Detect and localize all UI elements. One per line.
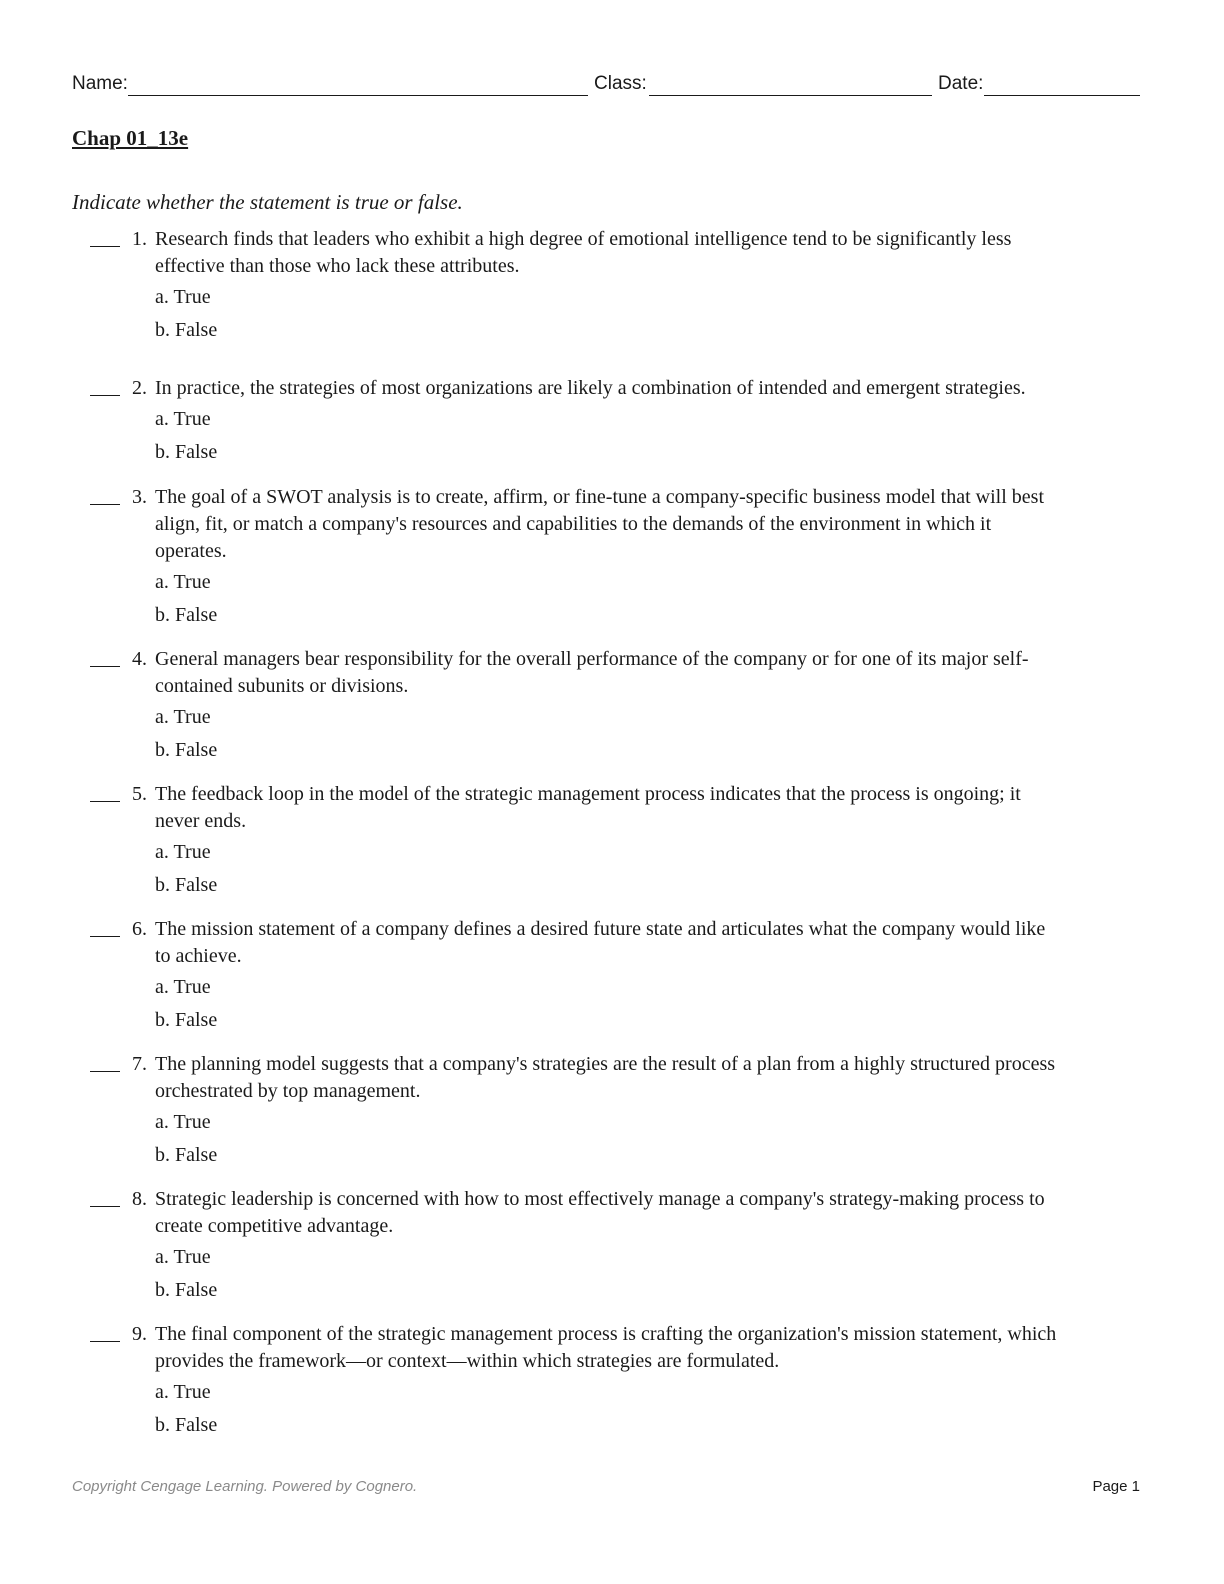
question-text-line: contained subunits or divisions. xyxy=(155,675,409,697)
option-true: a. True xyxy=(155,571,211,593)
option-false: b. False xyxy=(155,319,218,341)
option-false: b. False xyxy=(155,1009,218,1031)
question-text-line: effective than those who lack these attributes. xyxy=(155,255,520,277)
date-field[interactable] xyxy=(984,95,1140,96)
page-title: Chap 01_13e xyxy=(72,126,189,150)
answer-blank[interactable] xyxy=(90,375,120,396)
question-number: 4. xyxy=(132,648,147,670)
question-text-line: Strategic leadership is concerned with how to most effectively manage a company's strategy-making process to xyxy=(155,1188,1045,1210)
question-text-line: The mission statement of a company defines a desired future state and articulates what the company would like xyxy=(155,918,1046,940)
name-field[interactable] xyxy=(128,95,588,96)
question-number: 6. xyxy=(132,918,147,940)
option-true: a. True xyxy=(155,841,211,863)
answer-blank[interactable] xyxy=(90,1321,120,1342)
question-number: 7. xyxy=(132,1053,147,1075)
question-text-line: The goal of a SWOT analysis is to create, affirm, or fine-tune a company-specific business model that will best xyxy=(155,486,1045,508)
question-number: 2. xyxy=(132,377,147,399)
question-text-line: Research finds that leaders who exhibit a high degree of emotional intelligence tend to be significantly less xyxy=(155,228,1012,250)
option-false: b. False xyxy=(155,739,218,761)
answer-blank[interactable] xyxy=(90,1051,120,1072)
option-true: a. True xyxy=(155,408,211,430)
option-false: b. False xyxy=(155,604,218,626)
option-true: a. True xyxy=(155,1246,211,1268)
question-text-line: The feedback loop in the model of the strategic management process indicates that the process is ongoing; it xyxy=(155,783,1021,805)
student-info-header xyxy=(72,72,1142,100)
option-false: b. False xyxy=(155,1279,218,1301)
question-text-line: align, fit, or match a company's resources and capabilities to the demands of the environment in which it xyxy=(155,513,992,535)
option-false: b. False xyxy=(155,441,218,463)
question-text-line: never ends. xyxy=(155,810,247,832)
option-false: b. False xyxy=(155,1144,218,1166)
question-number: 3. xyxy=(132,486,147,508)
question-text-line: The planning model suggests that a company's strategies are the result of a plan from a highly structured process xyxy=(155,1053,1056,1075)
answer-blank[interactable] xyxy=(90,1186,120,1207)
name-label: Name: xyxy=(72,73,128,94)
answer-blank[interactable] xyxy=(90,646,120,667)
question-text-line: to achieve. xyxy=(155,945,242,967)
instructions: Indicate whether the statement is true or false. xyxy=(72,190,463,214)
copyright-notice: Copyright Cengage Learning. Powered by Cognero. xyxy=(72,1478,418,1495)
option-true: a. True xyxy=(155,706,211,728)
page-number: Page 1 xyxy=(1092,1478,1140,1495)
question-text-line: In practice, the strategies of most organizations are likely a combination of intended and emergent strategies. xyxy=(155,377,1026,399)
question-text-line: provides the framework—or context—within which strategies are formulated. xyxy=(155,1350,780,1372)
question-number: 5. xyxy=(132,783,147,805)
option-true: a. True xyxy=(155,286,211,308)
question-number: 9. xyxy=(132,1323,147,1345)
question-text-line: The final component of the strategic management process is crafting the organization's mission statement, which xyxy=(155,1323,1057,1345)
question-number: 1. xyxy=(132,228,147,250)
option-true: a. True xyxy=(155,976,211,998)
question-text-line: orchestrated by top management. xyxy=(155,1080,421,1102)
question-number: 8. xyxy=(132,1188,147,1210)
class-label: Class: xyxy=(594,73,647,94)
date-label: Date: xyxy=(938,73,984,94)
option-false: b. False xyxy=(155,1414,218,1436)
answer-blank[interactable] xyxy=(90,916,120,937)
answer-blank[interactable] xyxy=(90,226,120,247)
option-true: a. True xyxy=(155,1111,211,1133)
option-false: b. False xyxy=(155,874,218,896)
question-text-line: create competitive advantage. xyxy=(155,1215,394,1237)
answer-blank[interactable] xyxy=(90,781,120,802)
question-text-line: operates. xyxy=(155,540,227,562)
question-text-line: General managers bear responsibility for the overall performance of the company or for one of its major self- xyxy=(155,648,1029,670)
answer-blank[interactable] xyxy=(90,484,120,505)
class-field[interactable] xyxy=(649,95,932,96)
option-true: a. True xyxy=(155,1381,211,1403)
